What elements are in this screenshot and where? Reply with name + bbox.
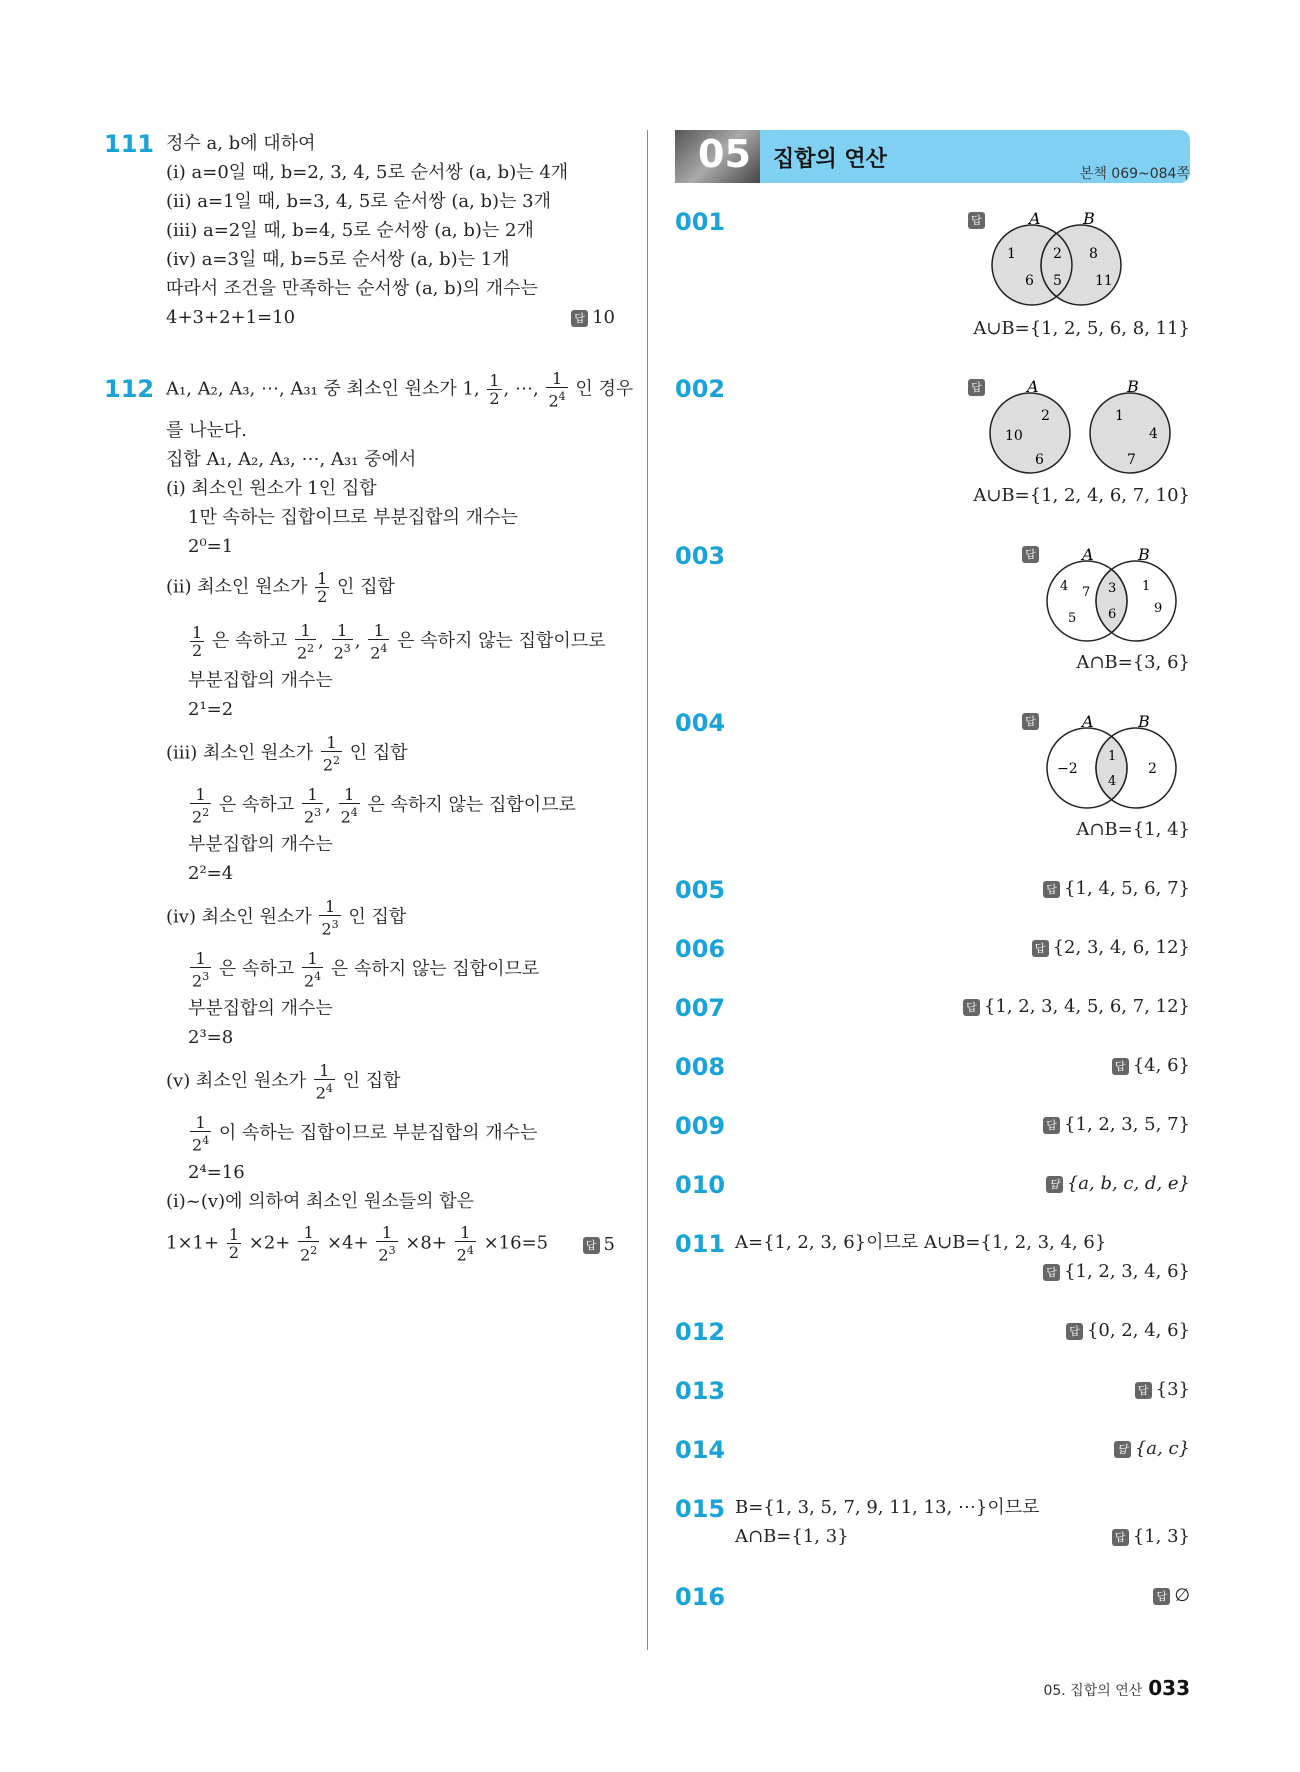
svg-text:−2: −2: [1057, 761, 1078, 777]
svg-text:B: B: [1138, 715, 1150, 731]
svg-text:A: A: [1029, 212, 1041, 228]
p001-result: A∪B={1, 2, 5, 6, 8, 11}: [973, 318, 1190, 339]
problem-number-014: 014: [675, 1436, 726, 1464]
svg-text:B: B: [1083, 212, 1095, 228]
problem-number-005: 005: [675, 876, 726, 904]
problem-number-002: 002: [675, 375, 726, 403]
p111-line-6: 따라서 조건을 만족하는 순서쌍 (a, b)의 개수는: [166, 278, 538, 299]
p013-answer: 답 {3}: [1135, 1379, 1190, 1400]
p112-case4-l3: 2³=8: [188, 1027, 234, 1048]
venn-diagram-003: [1040, 548, 1190, 653]
svg-text:1: 1: [1007, 246, 1016, 262]
p008-answer: 답 {4, 6}: [1112, 1055, 1190, 1076]
svg-text:2: 2: [1148, 761, 1157, 777]
svg-text:11: 11: [1095, 273, 1113, 289]
problem-number-004: 004: [675, 709, 726, 737]
p111-line-2: (ⅰ) a=0일 때, b=2, 3, 4, 5로 순서쌍 (a, b)는 4개: [166, 162, 569, 183]
answer-icon: 답: [1135, 1382, 1152, 1399]
svg-text:4: 4: [1108, 774, 1117, 789]
problem-number-012: 012: [675, 1318, 726, 1346]
answer-icon: 답: [1112, 1058, 1129, 1075]
p112-case4-title: (ⅳ) 최소인 원소가 $\frac{1}{2^3}$ 인 집합: [166, 897, 407, 939]
problem-number-016: 016: [675, 1583, 726, 1611]
footer-chapter: 05. 집합의 연산: [1043, 1683, 1143, 1699]
chapter-number: 05: [698, 132, 751, 176]
p006-answer: 답 {2, 3, 4, 6, 12}: [1032, 937, 1190, 958]
problem-number-111: 111: [104, 130, 155, 158]
p112-case1-title: (ⅰ) 최소인 원소가 1인 집합: [166, 478, 377, 499]
svg-text:A: A: [1082, 715, 1094, 731]
answer-icon: 답: [571, 310, 588, 327]
answer-icon: 답: [1153, 1588, 1170, 1605]
svg-text:4: 4: [1149, 426, 1158, 442]
answer-icon: 답: [1066, 1323, 1083, 1340]
p111-line-5: (ⅳ) a=3일 때, b=5로 순서쌍 (a, b)는 1개: [166, 249, 510, 270]
svg-text:4: 4: [1060, 579, 1069, 594]
p111-answer: 답 10: [571, 307, 615, 328]
p011-answer: 답 {1, 2, 3, 4, 6}: [1043, 1261, 1190, 1282]
p112-intro-d: 집합 A₁, A₂, A₃, ⋯, A₃₁ 중에서: [166, 449, 417, 470]
svg-text:9: 9: [1154, 601, 1163, 616]
p111-line-7: 4+3+2+1=10: [166, 307, 296, 328]
chapter-pages: 본책 069~084쪽: [1079, 166, 1190, 182]
svg-text:2: 2: [1041, 408, 1050, 424]
p112-case4-l2: 부분집합의 개수는: [188, 998, 333, 1019]
svg-text:6: 6: [1108, 607, 1117, 622]
p111-line-3: (ⅱ) a=1일 때, b=3, 4, 5로 순서쌍 (a, b)는 3개: [166, 191, 552, 212]
p112-case2-l2: 부분집합의 개수는: [188, 670, 333, 691]
svg-text:10: 10: [1005, 428, 1023, 444]
page-footer: [1043, 1676, 1190, 1700]
svg-text:B: B: [1138, 548, 1150, 564]
answer-icon: 답: [1032, 940, 1049, 957]
p112-case5-l2: 2⁴=16: [188, 1162, 245, 1183]
p112-case5-title: (ⅴ) 최소인 원소가 $\frac{1}{2^4}$ 인 집합: [166, 1061, 401, 1103]
answer-icon: 답: [963, 999, 980, 1016]
problem-number-010: 010: [675, 1171, 726, 1199]
problem-number-013: 013: [675, 1377, 726, 1405]
column-divider: [647, 130, 648, 1650]
p014-answer: 답 {a, c}: [1114, 1438, 1190, 1459]
venn-diagram-002: [985, 380, 1185, 485]
problem-number-001: 001: [675, 208, 726, 236]
answer-icon: 답: [1112, 1529, 1129, 1546]
p112-case1-l2: 2⁰=1: [188, 536, 234, 557]
answer-icon: 답: [968, 212, 985, 229]
svg-text:B: B: [1127, 380, 1139, 396]
p005-answer: 답 {1, 4, 5, 6, 7}: [1043, 878, 1190, 899]
p012-answer: 답 {0, 2, 4, 6}: [1066, 1320, 1190, 1341]
p112-case3-l1: $\frac{1}{2^2}$ 은 속하고 $\frac{1}{2^3}$ , $\frac{1}{2^4}$ 은 속하지 않는 집합이므로: [192, 785, 576, 827]
answer-icon: 답: [1043, 1117, 1060, 1134]
svg-text:7: 7: [1127, 452, 1136, 468]
problem-number-008: 008: [675, 1053, 726, 1081]
svg-text:1: 1: [1115, 408, 1124, 424]
venn-diagram-001: [985, 212, 1135, 317]
p112-case4-l1: $\frac{1}{2^3}$ 은 속하고 $\frac{1}{2^4}$ 은 속하지 않는 집합이므로: [192, 949, 540, 991]
svg-text:6: 6: [1035, 452, 1044, 468]
page-number: 033: [1148, 1676, 1190, 1700]
p112-case5-l1: $\frac{1}{2^4}$ 이 속하는 집합이므로 부분집합의 개수는: [192, 1113, 538, 1155]
problem-number-009: 009: [675, 1112, 726, 1140]
problem-number-011: 011: [675, 1230, 726, 1258]
problem-number-006: 006: [675, 935, 726, 963]
answer-icon: 답: [968, 379, 985, 396]
svg-text:5: 5: [1068, 611, 1077, 626]
svg-text:3: 3: [1108, 581, 1117, 596]
p007-answer: 답 {1, 2, 3, 4, 5, 6, 7, 12}: [963, 996, 1190, 1017]
p112-final: 1×1+ $\frac{1}{2}$ ×2+ $\frac{1}{2^2}$ ×4+ $\frac{1}{2^3}$ ×8+ $\frac{1}{2^4}$ ×16=5: [166, 1223, 549, 1265]
svg-text:2: 2: [1053, 246, 1062, 262]
p112-case3-l2: 부분집합의 개수는: [188, 834, 333, 855]
p009-answer: 답 {1, 2, 3, 5, 7}: [1043, 1114, 1190, 1135]
answer-icon: 답: [1043, 881, 1060, 898]
p015-text-1: B={1, 3, 5, 7, 9, 11, 13, ⋯}이므로: [735, 1497, 1040, 1518]
venn-diagram-004: [1040, 715, 1190, 820]
p011-text: A={1, 2, 3, 6}이므로 A∪B={1, 2, 3, 4, 6}: [735, 1232, 1107, 1253]
p112-intro: A₁, A₂, A₃, ⋯, A₃₁ 중 최소인 원소가 1, $\frac{1}{2}$ , ⋯, $\frac{1}{2^4}$ 인 경우: [166, 369, 634, 411]
answer-icon: 답: [1022, 713, 1039, 730]
svg-text:6: 6: [1025, 273, 1034, 289]
p112-answer: 답 5: [583, 1234, 615, 1255]
p112-case3-l3: 2²=4: [188, 863, 234, 884]
p112-case2-l1: $\frac{1}{2}$ 은 속하고 $\frac{1}{2^2}$ , $\frac{1}{2^3}$ , $\frac{1}{2^4}$ 은 속하지 않는 집합이므로: [192, 621, 606, 663]
svg-text:1: 1: [1108, 749, 1117, 764]
p015-answer: 답 {1, 3}: [1112, 1526, 1190, 1547]
answer-icon: 답: [583, 1237, 600, 1254]
svg-text:7: 7: [1082, 585, 1091, 600]
p016-answer: 답 ∅: [1153, 1585, 1190, 1606]
answer-icon: 답: [1114, 1441, 1131, 1458]
answer-icon: 답: [1046, 1176, 1063, 1193]
svg-text:8: 8: [1089, 246, 1098, 262]
p111-line-4: (ⅲ) a=2일 때, b=4, 5로 순서쌍 (a, b)는 2개: [166, 220, 534, 241]
problem-number-015: 015: [675, 1495, 726, 1523]
svg-text:1: 1: [1142, 579, 1151, 594]
chapter-title: 집합의 연산: [773, 147, 887, 172]
p112-case3-title: (ⅲ) 최소인 원소가 $\frac{1}{2^2}$ 인 집합: [166, 733, 408, 775]
p003-result: A∩B={3, 6}: [1076, 652, 1190, 673]
problem-number-112: 112: [104, 375, 155, 403]
p002-result: A∪B={1, 2, 4, 6, 7, 10}: [973, 485, 1190, 506]
p112-summary: (ⅰ)~(ⅴ)에 의하여 최소인 원소들의 합은: [166, 1191, 475, 1212]
answer-icon: 답: [1022, 546, 1039, 563]
p111-line-1: 정수 a, b에 대하여: [166, 133, 316, 154]
answer-icon: 답: [1043, 1264, 1060, 1281]
svg-text:A: A: [1082, 548, 1094, 564]
svg-text:A: A: [1027, 380, 1039, 396]
p112-case2-title: (ⅱ) 최소인 원소가 $\frac{1}{2}$ 인 집합: [166, 569, 395, 606]
problem-number-003: 003: [675, 542, 726, 570]
problem-number-007: 007: [675, 994, 726, 1022]
p004-result: A∩B={1, 4}: [1076, 819, 1190, 840]
p112-intro-c: 를 나눈다.: [166, 420, 247, 441]
svg-text:5: 5: [1053, 273, 1062, 289]
p112-case2-l3: 2¹=2: [188, 699, 234, 720]
p112-case1-l1: 1만 속하는 집합이므로 부분집합의 개수는: [188, 507, 518, 528]
p010-answer: 답 {a, b, c, d, e}: [1046, 1173, 1190, 1194]
p015-text-2: A∩B={1, 3}: [735, 1526, 849, 1547]
